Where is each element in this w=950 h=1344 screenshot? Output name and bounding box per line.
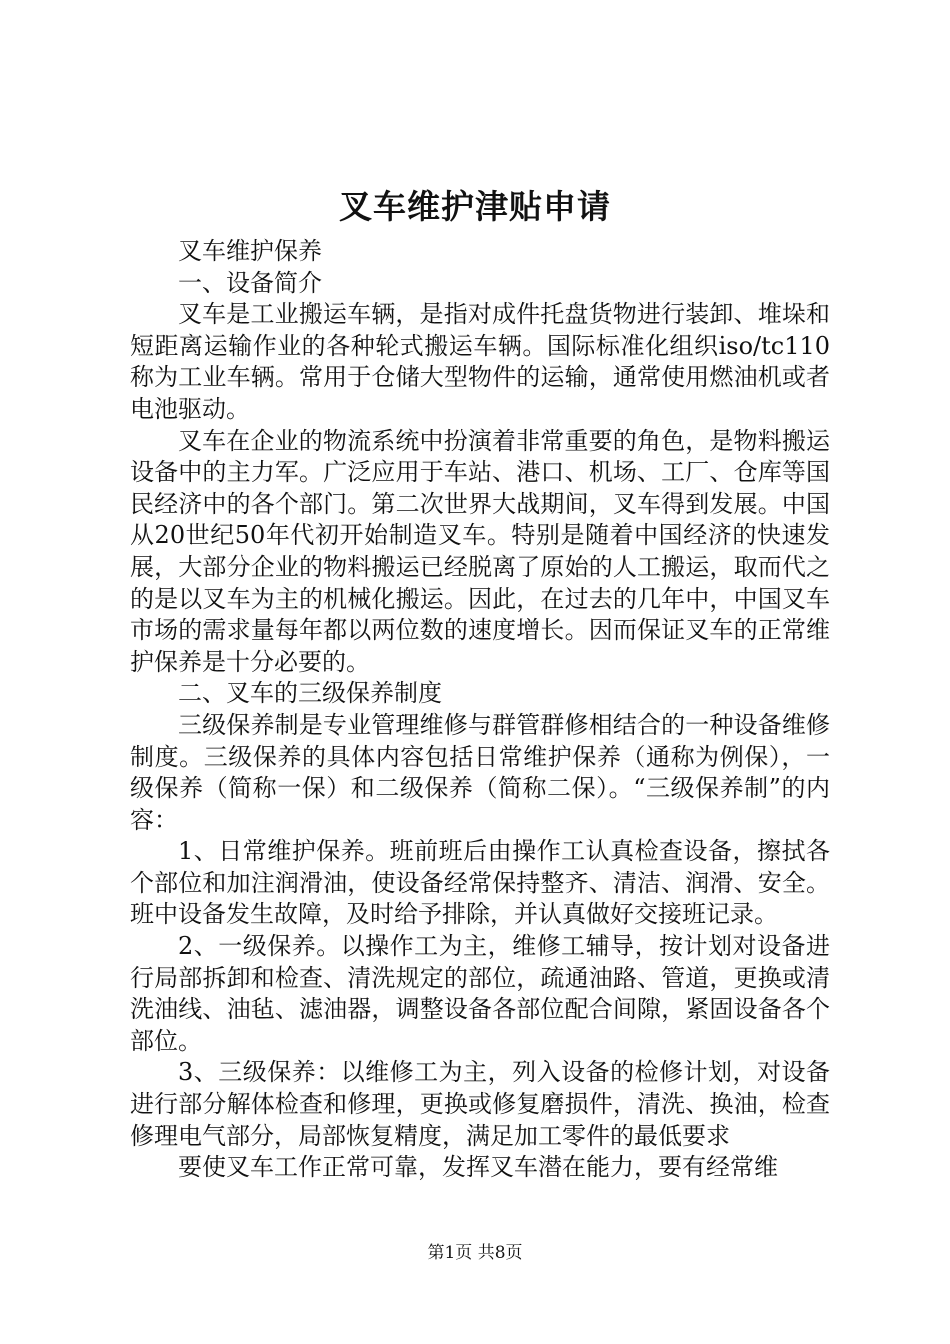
paragraph-forklift-role: 叉车在企业的物流系统中扮演着非常重要的角色，是物料搬运设备中的主力军。广泛应用于车站、港口、机场、工厂、仓库等国民经济中的各个部门。第二次世界大战期间，叉车得到发展。中国从20世纪50年代初开始制造叉车。特别是随着中国经济的快速发展，大部分企业的物料搬运已经脱离了原始的人工搬运，取而代之的是以叉车为主的机械化搬运。因此，在过去的几年中，中国叉车市场的需求量每年都以两位数的速度增长。因而保证叉车的正常维护保养是十分必要的。 [130, 426, 830, 676]
document-title: 叉车维护津贴申请 [339, 187, 611, 226]
paragraph-heading-maintenance: 叉车维护保养 [178, 237, 322, 265]
page-footer: 第1页 共8页 [427, 1243, 523, 1263]
paragraph-first-level-maintenance: 2、一级保养。以操作工为主，维修工辅导，按计划对设备进行局部拆卸和检查、清洗规定的部位，疏通油路、管道，更换或清洗油线、油毡、滤油器，调整设备各部位配合间隙，紧固设备各个部位。 [130, 932, 830, 1055]
paragraph-three-level-system: 三级保养制是专业管理维修与群管群修相结合的一种设备维修制度。三级保养的具体内容包括日常维护保养（通称为例保），一级保养（简称一保）和二级保养（简称二保）。“三级保养制”的内容： [130, 710, 830, 834]
paragraph-section-one-heading: 一、设备简介 [178, 268, 322, 297]
paragraph-daily-maintenance: 1、日常维护保养。班前班后由操作工认真检查设备，擦拭各个部位和加注润滑油，使设备经常保持整齐、清洁、润滑、安全。班中设备发生故障，及时给予排除，并认真做好交接班记录。 [130, 837, 830, 929]
paragraph-section-two-heading: 二、叉车的三级保养制度 [178, 679, 442, 708]
paragraph-forklift-definition: 叉车是工业搬运车辆，是指对成件托盘货物进行装卸、堆垛和短距离运输作业的各种轮式搬运车辆。国际标准化组织iso/tc110称为工业车辆。常用于仓储大型物件的运输，通常使用燃油机或者电池驱动。 [130, 300, 830, 423]
paragraph-third-level-maintenance: 3、三级保养：以维修工为主，列入设备的检修计划，对设备进行部分解体检查和修理，更换或修复磨损件，清洗、换油，检查修理电气部分，局部恢复精度，满足加工零件的最低要求 [130, 1058, 830, 1150]
paragraph-continuation: 要使叉车工作正常可靠，发挥叉车潜在能力，要有经常维 [178, 1153, 778, 1182]
document-body [130, 236, 830, 1184]
